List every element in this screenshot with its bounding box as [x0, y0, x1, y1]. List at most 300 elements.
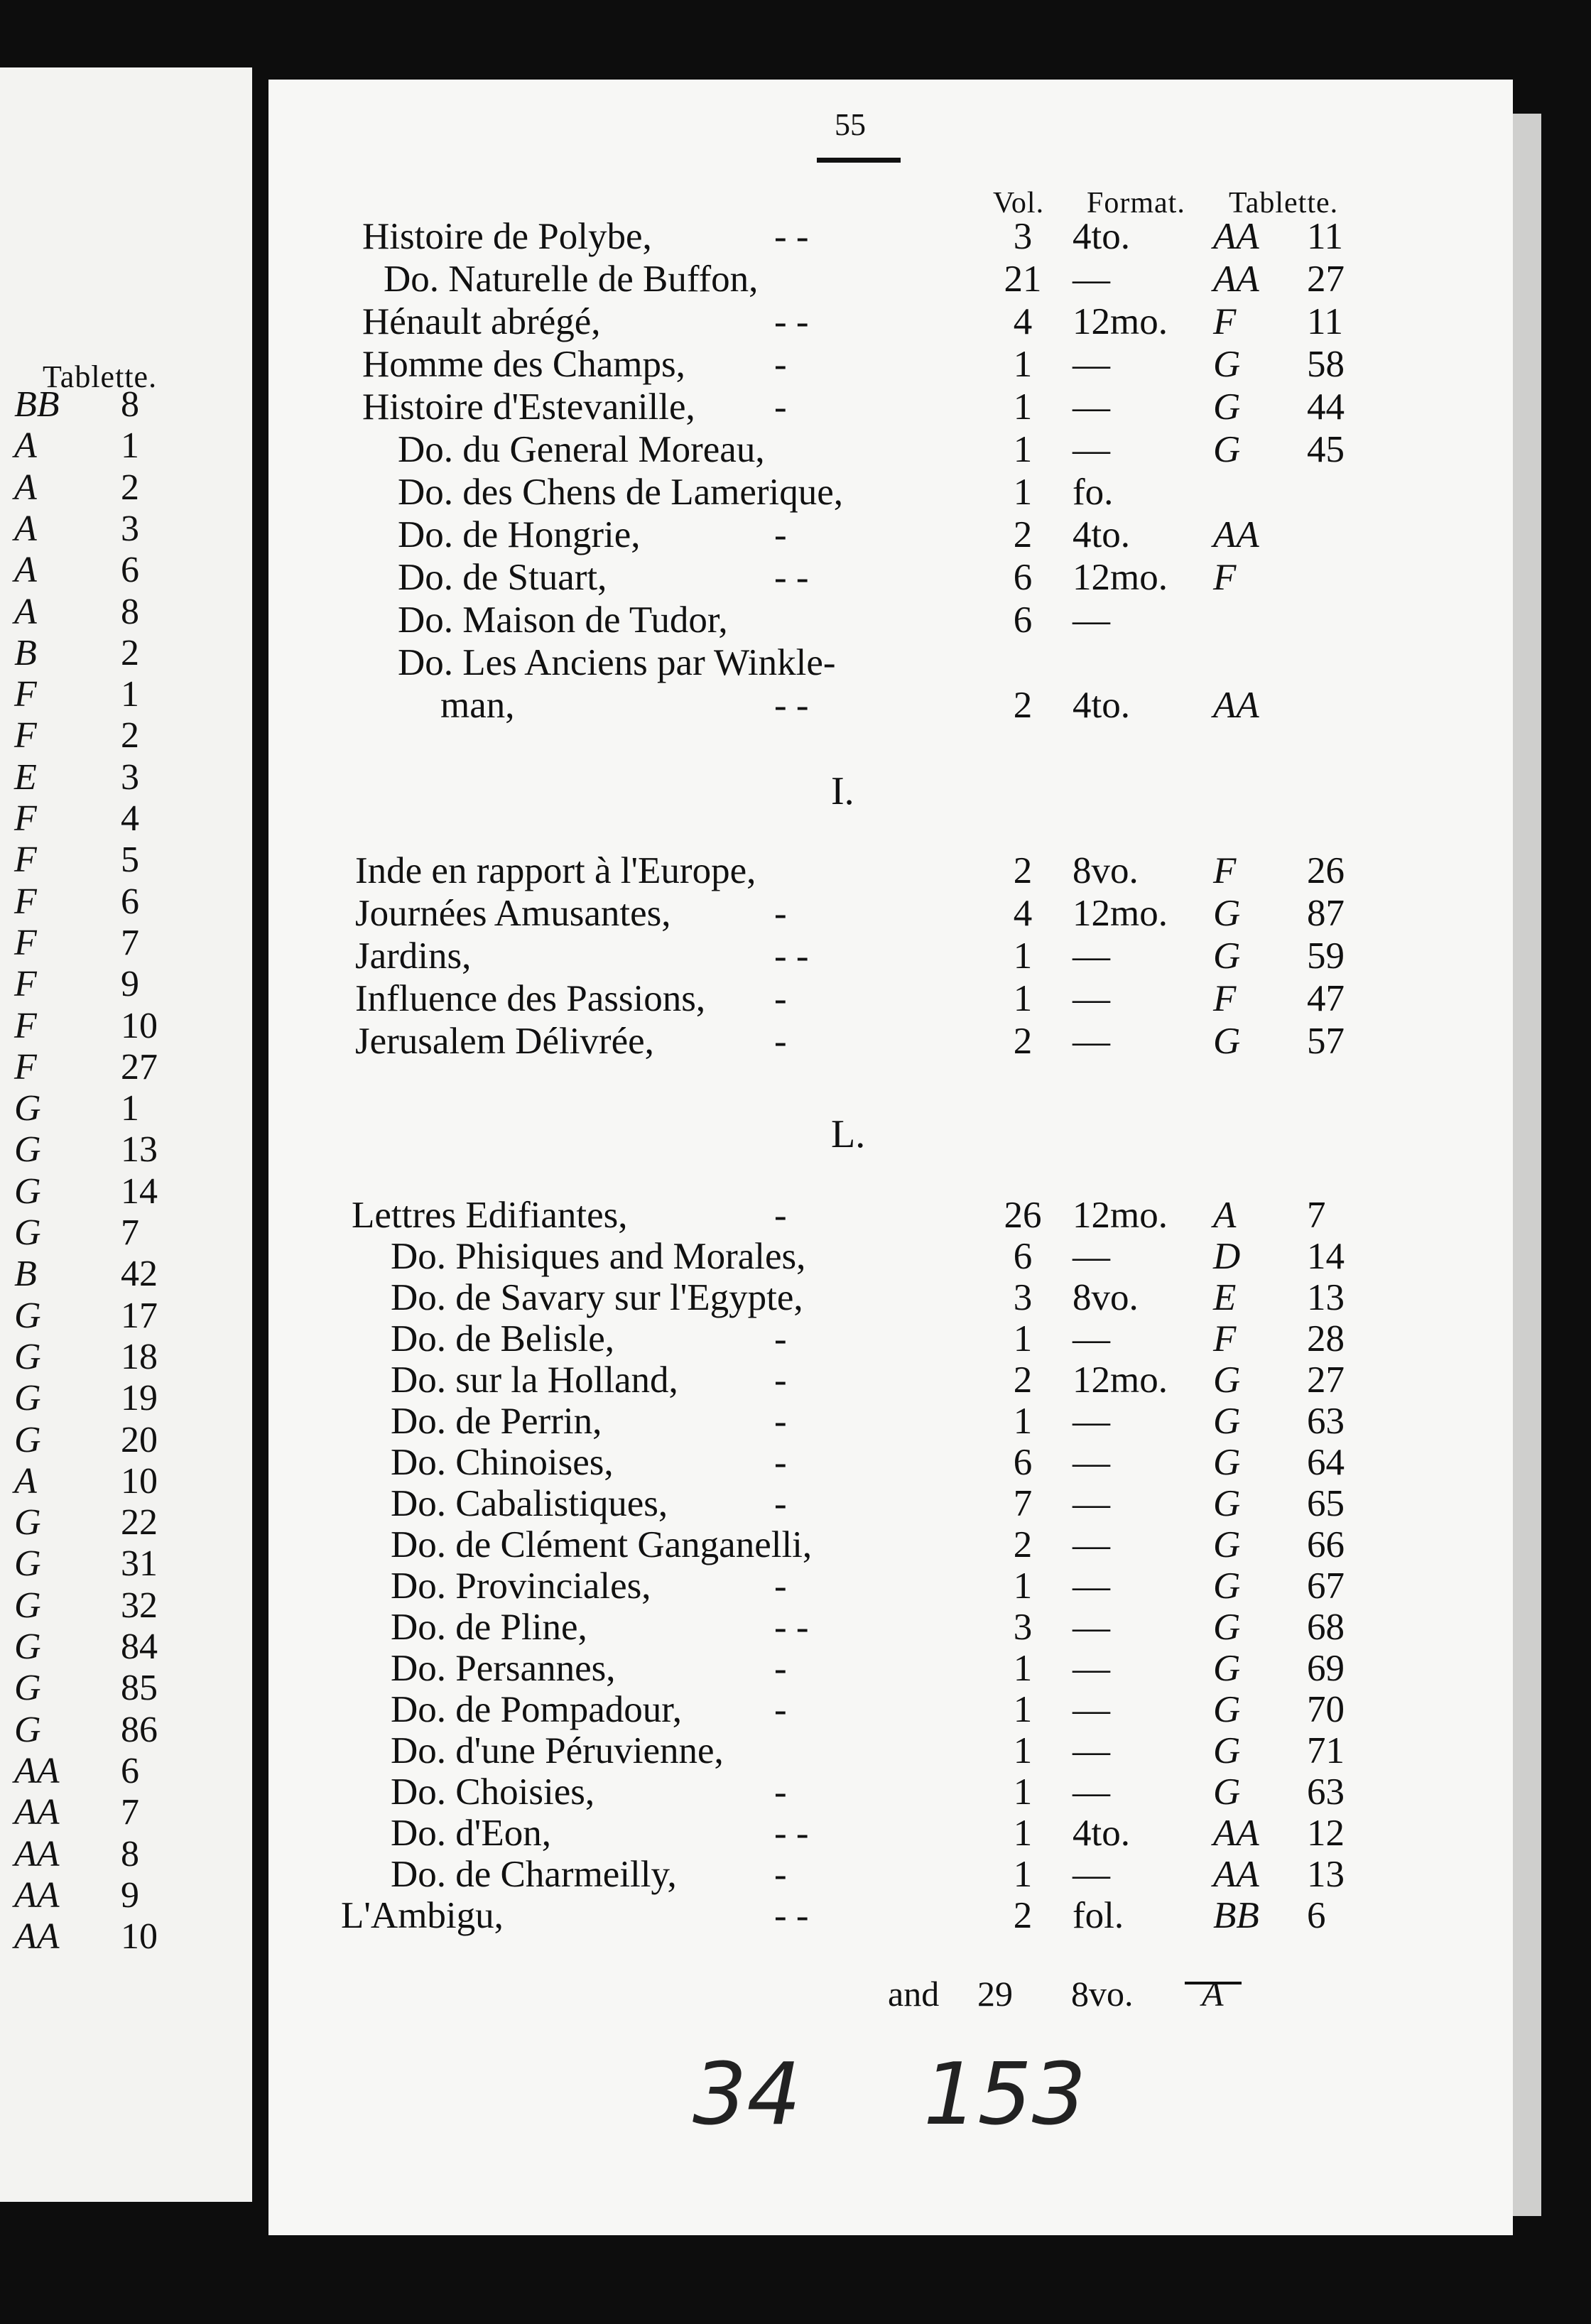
catalogue-entry	[0, 1605, 1591, 1649]
footer-vol: 29	[977, 1974, 1013, 2014]
catalogue-entry	[0, 891, 1591, 935]
left-tablette-number: 7	[121, 922, 139, 963]
entry-tablette: G	[1213, 1607, 1241, 1648]
entry-volumes: 7	[1013, 1483, 1033, 1524]
entry-title: Do. d'Eon,	[391, 1813, 551, 1854]
catalogue-entry	[0, 342, 1591, 386]
entry-volumes: 1	[1013, 1771, 1033, 1813]
catalogue-entry	[0, 1894, 1591, 1938]
entry-format: —	[1073, 1236, 1110, 1277]
left-tablette-number: 6	[121, 881, 139, 922]
left-tablette-number: 22	[121, 1502, 158, 1543]
entry-title: Do. de Pompadour,	[391, 1689, 683, 1730]
entry-title: Jerusalem Délivrée,	[355, 1021, 654, 1062]
entry-format: 8vo.	[1073, 1277, 1139, 1318]
entry-format: 12mo.	[1073, 893, 1168, 934]
catalogue-entry	[0, 215, 1591, 259]
left-tablette-number: 1	[121, 425, 139, 467]
catalogue-entry	[0, 1523, 1591, 1567]
entry-volumes: 2	[1013, 514, 1033, 555]
handwritten-note-left: 34	[693, 2046, 801, 2144]
footer-and: and	[888, 1974, 940, 2014]
left-tablette-letter: AA	[14, 1833, 60, 1874]
entry-tablette: G	[1213, 1021, 1241, 1062]
left-tablette-number: 32	[121, 1585, 158, 1626]
entry-number: 59	[1307, 935, 1345, 977]
left-tablette-number: 42	[121, 1254, 158, 1295]
entry-format: fo.	[1073, 472, 1114, 513]
entry-volumes: 1	[1013, 1318, 1033, 1359]
entry-title: Do. sur la Holland,	[391, 1359, 678, 1401]
left-tablette-number: 1	[121, 1088, 139, 1129]
entry-format: —	[1073, 386, 1110, 428]
entry-title: Inde en rapport à l'Europe,	[355, 850, 756, 891]
catalogue-entry	[0, 934, 1591, 978]
catalogue-entry	[0, 513, 1591, 557]
left-tablette-letter: G	[14, 1502, 41, 1543]
entry-format: —	[1073, 599, 1110, 641]
left-tablette-number: 3	[121, 508, 139, 549]
left-tablette-letter: AA	[14, 1792, 60, 1833]
entry-format: —	[1073, 935, 1110, 977]
left-tablette-letter: AA	[14, 1874, 60, 1916]
entry-tablette: AA	[1213, 1813, 1259, 1854]
entry-number: 27	[1307, 259, 1345, 300]
left-tablette-number: 8	[121, 1833, 139, 1874]
left-tablette-letter: A	[14, 550, 37, 591]
entry-dash: - -	[774, 1607, 809, 1648]
entry-tablette: BB	[1213, 1895, 1259, 1936]
entry-number: 69	[1307, 1648, 1345, 1689]
entry-title: Homme des Champs,	[362, 344, 685, 385]
entry-title: Influence des Passions,	[355, 978, 706, 1019]
catalogue-entry	[0, 1811, 1591, 1855]
left-tablette-letter: G	[14, 1585, 41, 1626]
entry-tablette: AA	[1213, 685, 1259, 726]
entry-volumes: 1	[1013, 386, 1033, 428]
entry-dash: - -	[774, 557, 809, 598]
entry-number: 68	[1307, 1607, 1345, 1648]
entry-format: fol.	[1073, 1895, 1124, 1936]
entry-volumes: 1	[1013, 1854, 1033, 1895]
entry-tablette: G	[1213, 893, 1241, 934]
column-header-format: Format.	[1087, 187, 1185, 219]
left-tablette-letter: A	[14, 1460, 37, 1502]
entry-tablette: G	[1213, 1565, 1241, 1607]
page-number: 55	[835, 107, 866, 142]
entry-format: 4to.	[1073, 1813, 1130, 1854]
entry-number: 67	[1307, 1565, 1345, 1607]
section-heading-i: I.	[831, 769, 854, 813]
left-tablette-letter: A	[14, 508, 37, 549]
entry-number: 12	[1307, 1813, 1345, 1854]
entry-format: —	[1073, 1483, 1110, 1524]
catalogue-entry	[0, 849, 1591, 893]
entry-dash: - -	[774, 685, 809, 726]
entry-tablette: F	[1213, 557, 1237, 598]
left-tablette-letter: E	[14, 756, 37, 798]
left-tablette-number: 4	[121, 798, 139, 839]
entry-number: 63	[1307, 1401, 1345, 1442]
entry-number: 57	[1307, 1021, 1345, 1062]
entry-dash: -	[774, 386, 787, 428]
left-tablette-letter: G	[14, 1129, 41, 1171]
entry-number: 28	[1307, 1318, 1345, 1359]
entry-tablette: A	[1213, 1195, 1237, 1236]
entry-dash: -	[774, 1359, 787, 1401]
left-tablette-number: 84	[121, 1627, 158, 1667]
entry-title: Do. Les Anciens par Winkle-	[398, 642, 836, 683]
entry-number: 11	[1307, 301, 1344, 342]
entry-volumes: 1	[1013, 935, 1033, 977]
entry-tablette: G	[1213, 1524, 1241, 1565]
catalogue-entry	[0, 1276, 1591, 1320]
left-tablette-letter: B	[14, 632, 37, 673]
entry-tablette: G	[1213, 1648, 1241, 1689]
left-tablette-number: 31	[121, 1543, 158, 1585]
left-tablette-number: 10	[121, 1460, 158, 1502]
footer-format: 8vo.	[1071, 1974, 1134, 2014]
entry-title: L'Ambigu,	[341, 1895, 504, 1936]
entry-volumes: 6	[1013, 1236, 1033, 1277]
left-tablette-letter: G	[14, 1709, 41, 1750]
entry-title: Journées Amusantes,	[355, 893, 671, 934]
entry-format: 12mo.	[1073, 557, 1168, 598]
left-tablette-number: 10	[121, 1916, 158, 1958]
left-tablette-number: 2	[121, 467, 139, 508]
handwritten-note-right: 153	[923, 2046, 1087, 2144]
entry-volumes: 26	[1004, 1195, 1042, 1236]
entry-title: man,	[440, 685, 515, 726]
entry-format: —	[1073, 259, 1110, 300]
entry-number: 66	[1307, 1524, 1345, 1565]
entry-dash: - -	[774, 1895, 809, 1936]
column-header-tablette: Tablette.	[1229, 187, 1339, 219]
entry-number: 58	[1307, 344, 1345, 385]
entry-title: Jardins,	[355, 935, 472, 977]
entry-number: 45	[1307, 429, 1345, 470]
entry-format: —	[1073, 1401, 1110, 1442]
entry-tablette: AA	[1213, 216, 1259, 257]
left-tablette-number: 7	[121, 1792, 139, 1833]
entry-volumes: 1	[1013, 1689, 1033, 1730]
entry-title: Do. de Clément Ganganelli,	[391, 1524, 813, 1565]
left-tablette-letter: G	[14, 1378, 41, 1419]
entry-tablette: F	[1213, 978, 1237, 1019]
section-heading-l: L.	[831, 1112, 866, 1156]
left-tablette-number: 10	[121, 1005, 158, 1046]
entry-title: Hénault abrégé,	[362, 301, 601, 342]
catalogue-entry	[0, 1564, 1591, 1608]
left-tablette-letter: F	[14, 1046, 37, 1087]
entry-format: —	[1073, 1565, 1110, 1607]
entry-tablette: G	[1213, 429, 1241, 470]
entry-volumes: 1	[1013, 1648, 1033, 1689]
entry-dash: -	[774, 1648, 787, 1689]
entry-tablette: G	[1213, 1483, 1241, 1524]
catalogue-entry	[0, 555, 1591, 599]
left-tablette-number: 2	[121, 715, 139, 756]
catalogue-entry	[0, 1019, 1591, 1063]
entry-title: Do. de Stuart,	[398, 557, 607, 598]
left-tablette-letter: F	[14, 715, 37, 756]
catalogue-entry	[0, 385, 1591, 429]
left-tablette-number: 3	[121, 756, 139, 798]
entry-volumes: 1	[1013, 1813, 1033, 1854]
entry-tablette: AA	[1213, 259, 1259, 300]
entry-volumes: 1	[1013, 978, 1033, 1019]
entry-format: 8vo.	[1073, 850, 1139, 891]
entry-volumes: 3	[1013, 216, 1033, 257]
entry-format: 12mo.	[1073, 1195, 1168, 1236]
catalogue-entry	[0, 257, 1591, 301]
entry-dash: -	[774, 1565, 787, 1607]
entry-title: Do. d'une Péruvienne,	[391, 1730, 724, 1771]
entry-dash: - -	[774, 935, 809, 977]
left-tablette-number: 7	[121, 1212, 139, 1253]
entry-dash: -	[774, 514, 787, 555]
entry-title: Do. de Charmeilly,	[391, 1854, 677, 1895]
catalogue-entry	[0, 641, 1591, 685]
entry-number: 65	[1307, 1483, 1345, 1524]
left-tablette-letter: G	[14, 1627, 41, 1667]
entry-tablette: G	[1213, 1442, 1241, 1483]
entry-tablette: G	[1213, 1730, 1241, 1771]
entry-format: —	[1073, 978, 1110, 1019]
left-tablette-letter: F	[14, 674, 37, 715]
entry-volumes: 21	[1004, 259, 1042, 300]
entry-volumes: 1	[1013, 1401, 1033, 1442]
entry-number: 7	[1307, 1195, 1326, 1236]
entry-format: —	[1073, 344, 1110, 385]
entry-dash: -	[774, 1771, 787, 1813]
entry-dash: -	[774, 1854, 787, 1895]
entry-dash: -	[774, 1318, 787, 1359]
entry-tablette: AA	[1213, 514, 1259, 555]
catalogue-entry	[0, 1852, 1591, 1896]
catalogue-entry	[0, 683, 1591, 727]
entry-format: —	[1073, 1318, 1110, 1359]
left-tablette-letter: A	[14, 591, 37, 632]
entry-format: 4to.	[1073, 216, 1130, 257]
entry-title: Do. de Savary sur l'Egypte,	[391, 1277, 803, 1318]
entry-number: 70	[1307, 1689, 1345, 1730]
left-tablette-letter: G	[14, 1171, 41, 1212]
entry-title: Do. des Chens de Lamerique,	[398, 472, 843, 513]
left-tablette-letter: G	[14, 1668, 41, 1709]
entry-volumes: 1	[1013, 1730, 1033, 1771]
entry-number: 63	[1307, 1771, 1345, 1813]
entry-tablette: G	[1213, 344, 1241, 385]
catalogue-entry	[0, 1688, 1591, 1732]
catalogue-entry	[0, 977, 1591, 1021]
entry-tablette: F	[1213, 850, 1237, 891]
left-tablette-number: 17	[121, 1295, 158, 1336]
left-tablette-letter: F	[14, 881, 37, 922]
entry-title: Histoire d'Estevanille,	[362, 386, 695, 428]
left-tablette-letter: G	[14, 1543, 41, 1585]
left-tablette-number: 9	[121, 1874, 139, 1916]
left-tablette-letter: G	[14, 1295, 41, 1336]
left-tablette-letter: G	[14, 1336, 41, 1377]
entry-volumes: 6	[1013, 1442, 1033, 1483]
catalogue-entry	[0, 1399, 1591, 1443]
entry-format: —	[1073, 1607, 1110, 1648]
left-tablette-letter: BB	[14, 384, 60, 425]
entry-dash: - -	[774, 1813, 809, 1854]
left-tablette-letter: B	[14, 1254, 37, 1295]
entry-volumes: 1	[1013, 472, 1033, 513]
entry-dash: -	[774, 1401, 787, 1442]
entry-format: —	[1073, 1771, 1110, 1813]
entry-number: 64	[1307, 1442, 1345, 1483]
entry-format: —	[1073, 1442, 1110, 1483]
left-tablette-number: 1	[121, 674, 139, 715]
entry-title: Do. Naturelle de Buffon,	[384, 259, 759, 300]
entry-format: —	[1073, 1648, 1110, 1689]
entry-tablette: G	[1213, 1401, 1241, 1442]
left-tablette-letter: F	[14, 840, 37, 881]
entry-tablette: F	[1213, 301, 1237, 342]
entry-tablette: AA	[1213, 1854, 1259, 1895]
entry-dash: -	[774, 344, 787, 385]
entry-title: Do. Persannes,	[391, 1648, 616, 1689]
left-tablette-number: 14	[121, 1171, 158, 1212]
left-tablette-number: 5	[121, 840, 139, 881]
entry-volumes: 2	[1013, 1021, 1033, 1062]
entry-volumes: 2	[1013, 1895, 1033, 1936]
left-tablette-letter: G	[14, 1419, 41, 1460]
left-column-header: Tablette.	[43, 359, 158, 394]
left-tablette-letter: G	[14, 1212, 41, 1253]
entry-dash: -	[774, 893, 787, 934]
entry-title: Do. Provinciales,	[391, 1565, 651, 1607]
footer-tablette: A	[1202, 1974, 1224, 2014]
left-tablette-number: 13	[121, 1129, 158, 1171]
entry-number: 6	[1307, 1895, 1326, 1936]
entry-volumes: 2	[1013, 850, 1033, 891]
entry-tablette: E	[1213, 1277, 1237, 1318]
entry-title: Do. de Hongrie,	[398, 514, 641, 555]
entry-dash: -	[774, 1442, 787, 1483]
entry-number: 71	[1307, 1730, 1345, 1771]
entry-title: Do. de Perrin,	[391, 1401, 602, 1442]
entry-volumes: 6	[1013, 599, 1033, 641]
entry-number: 87	[1307, 893, 1345, 934]
left-tablette-number: 86	[121, 1709, 158, 1750]
entry-dash: - -	[774, 216, 809, 257]
entry-dash: -	[774, 1195, 787, 1236]
entry-volumes: 1	[1013, 344, 1033, 385]
entry-volumes: 2	[1013, 685, 1033, 726]
entry-title: Do. Chinoises,	[391, 1442, 614, 1483]
entry-title: Do. de Belisle,	[391, 1318, 614, 1359]
left-tablette-number: 8	[121, 384, 139, 425]
left-tablette-letter: G	[14, 1088, 41, 1129]
entry-volumes: 1	[1013, 429, 1033, 470]
entry-title: Lettres Edifiantes,	[352, 1195, 628, 1236]
left-tablette-number: 85	[121, 1668, 158, 1709]
entry-tablette: F	[1213, 1318, 1237, 1359]
left-tablette-number: 6	[121, 550, 139, 591]
entry-tablette: G	[1213, 1689, 1241, 1730]
entry-format: —	[1073, 1524, 1110, 1565]
entry-tablette: G	[1213, 1359, 1241, 1401]
catalogue-entry	[0, 1358, 1591, 1402]
entry-format: —	[1073, 1021, 1110, 1062]
catalogue-entry	[0, 1234, 1591, 1278]
catalogue-entry	[0, 470, 1591, 514]
catalogue-entry	[0, 1317, 1591, 1361]
entry-title: Do. Cabalistiques,	[391, 1483, 668, 1524]
entry-dash: -	[774, 1483, 787, 1524]
left-tablette-letter: AA	[14, 1750, 60, 1791]
left-tablette-letter: AA	[14, 1916, 60, 1958]
entry-title: Do. de Pline,	[391, 1607, 587, 1648]
entry-volumes: 1	[1013, 1565, 1033, 1607]
left-tablette-letter: F	[14, 922, 37, 963]
left-tablette-letter: A	[14, 467, 37, 508]
entry-tablette: G	[1213, 386, 1241, 428]
left-tablette-number: 19	[121, 1378, 158, 1419]
entry-number: 27	[1307, 1359, 1345, 1401]
column-header-vol: Vol.	[993, 187, 1045, 219]
entry-format: —	[1073, 1689, 1110, 1730]
catalogue-entry	[0, 428, 1591, 472]
entry-tablette: D	[1213, 1236, 1241, 1277]
catalogue-entry	[0, 1440, 1591, 1484]
catalogue-entry	[0, 1646, 1591, 1690]
entry-format: 4to.	[1073, 685, 1130, 726]
left-tablette-number: 9	[121, 964, 139, 1005]
left-tablette-letter: F	[14, 798, 37, 839]
entry-volumes: 3	[1013, 1277, 1033, 1318]
entry-tablette: G	[1213, 1771, 1241, 1813]
entry-title: Do. du General Moreau,	[398, 429, 765, 470]
catalogue-entry	[0, 598, 1591, 642]
entry-title: Histoire de Polybe,	[362, 216, 652, 257]
left-tablette-number: 20	[121, 1419, 158, 1460]
left-tablette-number: 6	[121, 1750, 139, 1791]
entry-number: 26	[1307, 850, 1345, 891]
left-tablette-number: 2	[121, 632, 139, 673]
catalogue-entry	[0, 1770, 1591, 1814]
entry-number: 13	[1307, 1277, 1345, 1318]
left-tablette-letter: F	[14, 1005, 37, 1046]
left-tablette-number: 27	[121, 1046, 158, 1087]
catalogue-entry	[0, 300, 1591, 344]
entry-title: Do. Maison de Tudor,	[398, 599, 728, 641]
entry-number: 13	[1307, 1854, 1345, 1895]
left-tablette-letter: A	[14, 425, 37, 467]
entry-dash: -	[774, 1689, 787, 1730]
entry-number: 47	[1307, 978, 1345, 1019]
entry-volumes: 2	[1013, 1524, 1033, 1565]
catalogue-entry	[0, 1193, 1591, 1237]
entry-format: —	[1073, 429, 1110, 470]
entry-volumes: 4	[1013, 893, 1033, 934]
page-rule	[817, 158, 901, 163]
entry-dash: -	[774, 1021, 787, 1062]
left-tablette-letter: F	[14, 964, 37, 1005]
left-tablette-number: 8	[121, 591, 139, 632]
left-tablette-number: 18	[121, 1336, 158, 1377]
entry-number: 44	[1307, 386, 1345, 428]
entry-format: 4to.	[1073, 514, 1130, 555]
entry-format: 12mo.	[1073, 1359, 1168, 1401]
entry-format: —	[1073, 1854, 1110, 1895]
entry-format: —	[1073, 1730, 1110, 1771]
